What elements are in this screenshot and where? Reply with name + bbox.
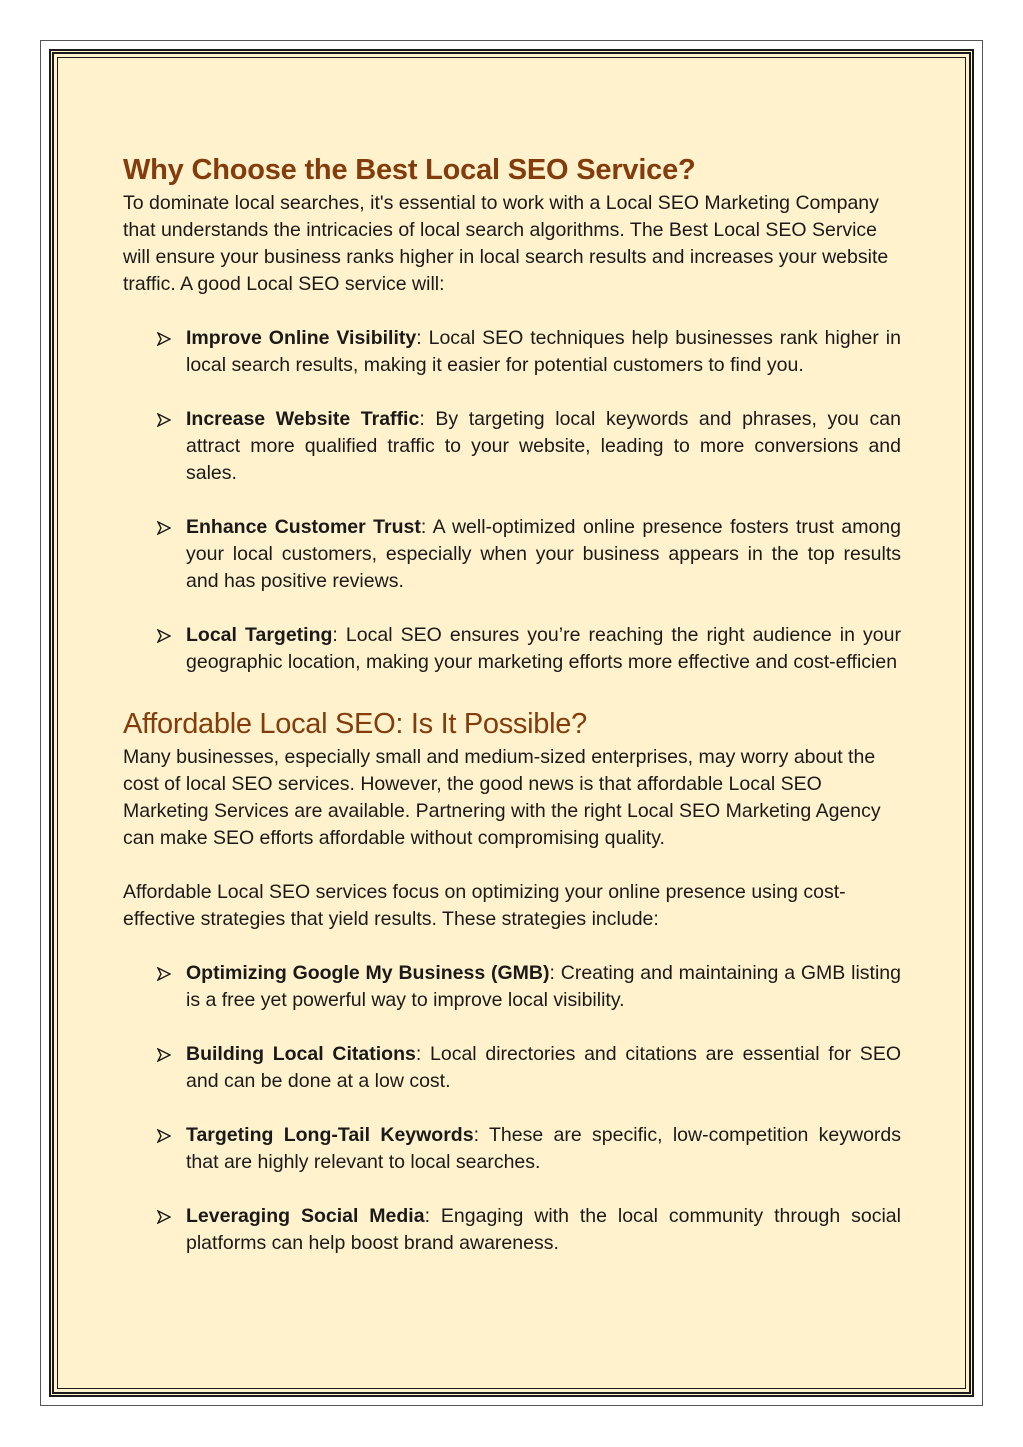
- arrow-bullet-icon: [157, 1210, 171, 1224]
- list-item: [123, 1203, 901, 1257]
- list-item: [123, 1041, 901, 1095]
- list-item: [123, 406, 901, 487]
- list-item-text: A well-optimized online presence fosters trust among your local customers, especially when your business appears in the top results and has positive reviews.: [186, 516, 901, 592]
- list-item-separator: :: [419, 408, 436, 430]
- section-title-affordable: Affordable Local SEO: Is It Possible?: [123, 708, 587, 740]
- document-content: [123, 150, 901, 1257]
- section-intro-paragraph: To dominate local searches, it's essential to work with a Local SEO Marketing Company that understands the intricacies of local search algorithms. The Best Local SEO Service will ensure your business ranks higher in local search results and increases your website traffic. A good Local SEO service will:: [123, 192, 889, 295]
- list-item-separator: :: [332, 624, 346, 646]
- list-item-text: Local SEO ensures you’re reaching the right audience in your geographic location, making your marketing efforts more effective and cost-efficien: [186, 624, 901, 673]
- affordable-paragraph-2: Affordable Local SEO services focus on optimizing your online presence using cost-effective strategies that yield results. These strategies include:: [123, 881, 846, 930]
- list-item-text: Engaging with the local community through social platforms can help boost brand awareness.: [186, 1205, 901, 1254]
- arrow-bullet-icon: [157, 332, 171, 346]
- section-title-why-choose: Why Choose the Best Local SEO Service?: [123, 154, 696, 186]
- arrow-bullet-icon: [157, 521, 171, 535]
- list-item-title: Building Local Citations: [186, 1043, 416, 1065]
- affordable-paragraph-1: Many businesses, especially small and medium-sized enterprises, may worry about the cost of local SEO services. However, the good news is that affordable Local SEO Marketing Services are available. Partnering with the right Local SEO Marketing Agency can make SEO efforts affordable without compromising quality.: [123, 746, 881, 849]
- list-item-text: These are specific, low-competition keywords that are highly relevant to local searches.: [186, 1124, 902, 1173]
- list-item-separator: :: [549, 962, 561, 984]
- list-item: [123, 1122, 901, 1176]
- list-item-separator: :: [473, 1124, 489, 1146]
- list-item-text: Local SEO techniques help businesses rank higher in local search results, making it easier for potential customers to find you.: [186, 327, 901, 376]
- list-item: [123, 960, 901, 1014]
- list-item-text: By targeting local keywords and phrases, you can attract more qualified traffic to your website, leading to more conversions and sales.: [186, 408, 901, 484]
- list-item-text: Local directories and citations are essential for SEO and can be done at a low cost.: [186, 1043, 901, 1092]
- list-item-separator: :: [415, 1043, 431, 1065]
- list-item-title: Local Targeting: [186, 624, 333, 646]
- list-item-title: Improve Online Visibility: [186, 327, 417, 349]
- list-item-title: Optimizing Google My Business (GMB): [186, 962, 550, 984]
- arrow-bullet-icon: [157, 1129, 171, 1143]
- list-item-separator: :: [424, 1205, 441, 1227]
- list-item: [123, 514, 901, 595]
- list-item-separator: :: [420, 516, 433, 538]
- list-item-title: Targeting Long-Tail Keywords: [186, 1124, 474, 1146]
- arrow-bullet-icon: [157, 967, 171, 981]
- list-item: [123, 325, 901, 379]
- arrow-bullet-icon: [157, 629, 171, 643]
- strategies-list: [123, 960, 901, 1257]
- list-item-title: Enhance Customer Trust: [186, 516, 421, 538]
- arrow-bullet-icon: [157, 1048, 171, 1062]
- benefits-list: [123, 325, 901, 676]
- list-item-text: Creating and maintaining a GMB listing is a free yet powerful way to improve local visibility.: [186, 962, 901, 1011]
- list-item-separator: :: [416, 327, 429, 349]
- arrow-bullet-icon: [157, 413, 171, 427]
- list-item-title: Leveraging Social Media: [186, 1205, 425, 1227]
- list-item-title: Increase Website Traffic: [186, 408, 420, 430]
- list-item: [123, 622, 901, 676]
